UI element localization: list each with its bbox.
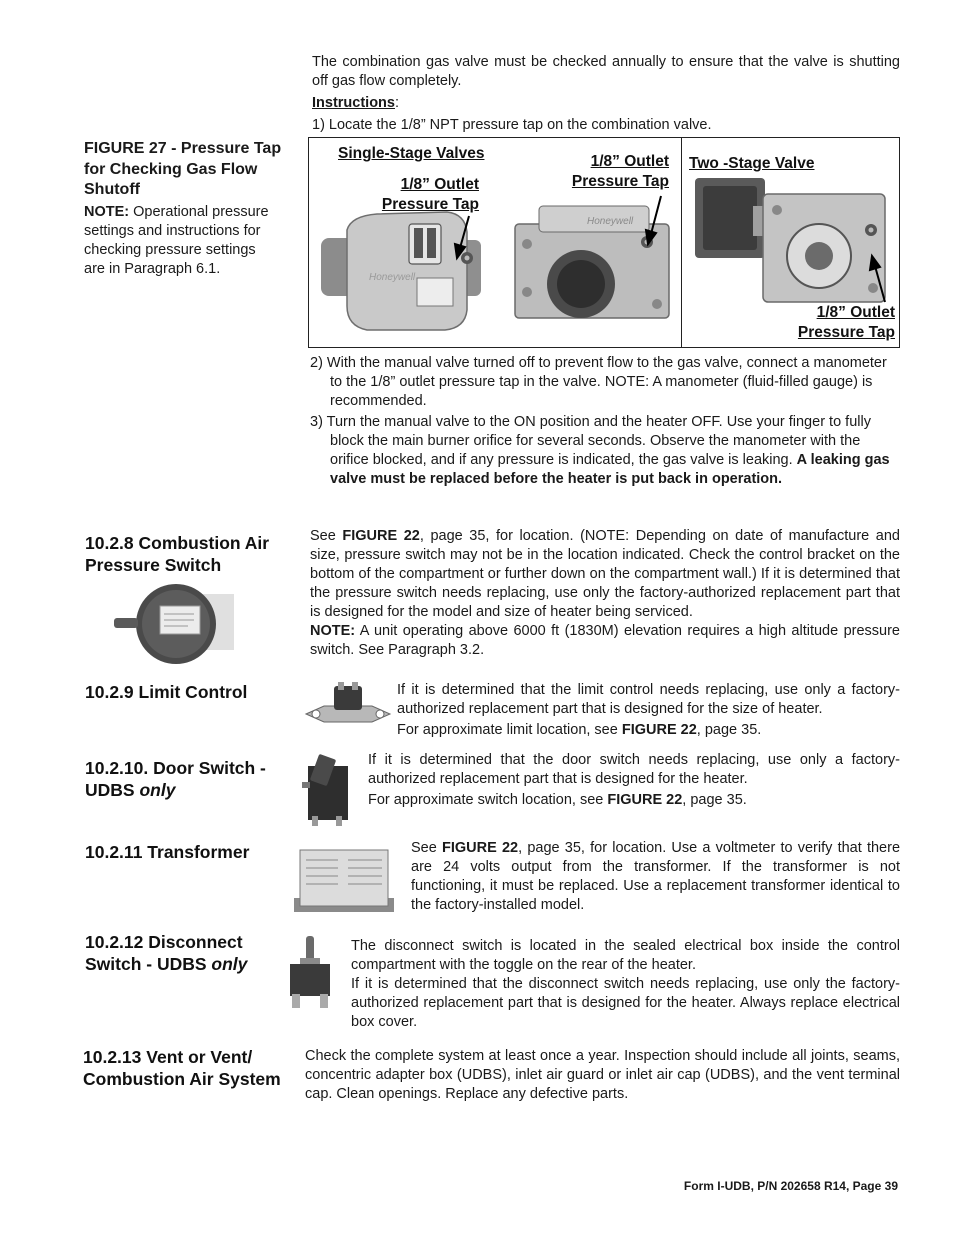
arrow-tap-2-head <box>646 230 656 244</box>
arrow-tap-3 <box>875 266 885 302</box>
section-10-2-10-title <box>85 757 285 801</box>
label-outlet-tap-1: 1/8” Outlet Pressure Tap <box>381 176 479 213</box>
step-3-text: 3) Turn the manual valve to the ON position and the heater OFF. Use your finger to fully block the main burner orifice for several seconds. Observe the manometer with the orifice blocked, and if any pressure is indicated, the gas valve is leaking. <box>310 414 871 468</box>
section-10-2-11-title: 10.2.11 Transformer <box>85 842 250 862</box>
s10211-text-a: See <box>411 840 442 856</box>
section-10-2-8-body <box>310 527 900 660</box>
transformer-image <box>292 842 396 918</box>
s1028-note-text: A unit operating above 6000 ft (1830M) elevation requires a high altitude pressure switch. See Paragraph 3.2. <box>310 623 900 658</box>
section-10-2-9-title: 10.2.9 Limit Control <box>85 682 248 702</box>
step-3 <box>310 413 900 489</box>
s10213-text: Check the complete system at least once a year. Inspection should include all joints, seams, concentric adapter box (UDBS), inlet air guard or inlet air cap (UDBS), and the vent terminal cap. Clean openings. Replace any defective parts. <box>305 1048 900 1102</box>
s1029-figure-ref: FIGURE 22 <box>621 722 697 738</box>
s1028-figure-ref: FIGURE 22 <box>342 528 420 544</box>
section-10-2-12-title <box>85 931 285 975</box>
arrow-tap-2 <box>651 196 661 234</box>
s10211-figure-ref: FIGURE 22 <box>442 840 519 856</box>
label-two-stage-valve: Two -Stage Valve <box>689 155 815 172</box>
disconnect-switch-image <box>282 934 338 1012</box>
section-10-2-13-body <box>305 1047 900 1104</box>
label-single-stage-valves: Single-Stage Valves <box>338 145 485 162</box>
figure-27-note-label: NOTE: <box>84 204 130 220</box>
s1029-text: If it is determined that the limit control needs replacing, use only a factory-authorized replacement part that is designed for the size of heater. <box>397 682 900 717</box>
step-2 <box>310 354 900 411</box>
s10210-title-only: only <box>139 780 176 800</box>
instructions-colon: : <box>394 95 400 111</box>
limit-control-image <box>304 680 392 732</box>
instructions-label: Instructions <box>312 95 395 111</box>
s10212-title-text: 10.2.12 Disconnect Switch - UDBS <box>85 932 243 974</box>
arrow-tap-3-head <box>870 256 880 270</box>
section-10-2-10-body <box>368 751 900 810</box>
s10212-title-only: only <box>211 954 248 974</box>
s10212-text-2: If it is determined that the disconnect switch needs replacing, use only the factory-authorized replacement part that is designed for the heater. Always replace electrical box cover. <box>351 976 900 1030</box>
figure-27-note <box>84 203 274 279</box>
section-10-2-13-title: 10.2.13 Vent or Vent/ Combustion Air System <box>83 1047 281 1089</box>
s1028-text-a: See <box>310 528 343 544</box>
s10210-text: If it is determined that the door switch needs replacing, use only a factory-authorized replacement part that is designed for the heater. <box>368 752 900 787</box>
arrow-tap-1-head <box>455 244 465 258</box>
label-outlet-tap-3: 1/8” Outlet Pressure Tap <box>797 304 895 341</box>
section-10-2-8-title: 10.2.8 Combustion Air Pressure Switch <box>85 533 270 575</box>
section-10-2-11-body <box>411 839 900 915</box>
s1028-note-label: NOTE: <box>310 623 356 639</box>
s10212-text-1: The disconnect switch is located in the sealed electrical box inside the control compartment with the toggle on the rear of the heater. <box>351 938 900 973</box>
intro-text: The combination gas valve must be checked annually to ensure that the valve is shutting off gas flow completely. <box>312 54 900 89</box>
s10210-figure-ref: FIGURE 22 <box>607 792 683 808</box>
honeywell-logo-1: Honeywell <box>369 272 416 283</box>
arrow-tap-1 <box>460 216 469 248</box>
figure-27-caption: FIGURE 27 - Pressure Tap for Checking Gas Flow Shutoff <box>84 140 282 198</box>
step-2-text: 2) With the manual valve turned off to prevent flow to the gas valve, connect a manometer to the 1/8” outlet pressure tap in the valve. NOTE: A manometer (fluid-filled gauge) is recommended. <box>310 355 887 409</box>
s1029-text-a: For approximate limit location, see <box>397 722 622 738</box>
label-outlet-tap-2: 1/8” Outlet Pressure Tap <box>571 153 669 190</box>
section-10-2-9-body <box>397 681 900 740</box>
section-10-2-12-body <box>351 937 900 1032</box>
step-3-warning: A leaking gas valve must be replaced before the heater is put back in operation. <box>330 452 890 487</box>
instructions-heading <box>312 94 900 113</box>
intro-paragraph <box>312 53 900 91</box>
s10210-title-text: 10.2.10. Door Switch - UDBS <box>85 758 266 800</box>
page-footer: Form I-UDB, P/N 202658 R14, Page 39 <box>683 1179 898 1193</box>
s1029-text-b: , page 35. <box>696 722 762 738</box>
figure-27-box <box>308 137 900 348</box>
step-1: 1) Locate the 1/8” NPT pressure tap on the combination valve. <box>312 117 712 133</box>
pressure-switch-image <box>108 578 238 668</box>
figure-27-note-text: Operational pressure settings and instructions for checking pressure settings are in Paragraph 6.1. <box>84 204 269 277</box>
s10211-text-b: , page 35, for location. Use a voltmeter to verify that there are 24 volts output from the transformer. If the transformer is not functioning, it must be replaced. Use a replacement transformer identical to the factory-installed model. <box>411 840 901 913</box>
honeywell-logo-2: Honeywell <box>587 216 634 227</box>
s10210-text-b: , page 35. <box>682 792 747 808</box>
door-switch-image <box>298 752 360 828</box>
s1028-text-b: , page 35, for location. (NOTE: Depending on date of manufacture and size, pressure switch may not be in the location indicated. Check the control bracket on the bottom of the compartment or further down on the compartment wall.) If it is determined that the pressure switch needs replacing, use only the factory-authorized replacement part that is designed for the model and size of heater being serviced. <box>310 528 900 620</box>
s10210-text-a: For approximate switch location, see <box>368 792 608 808</box>
